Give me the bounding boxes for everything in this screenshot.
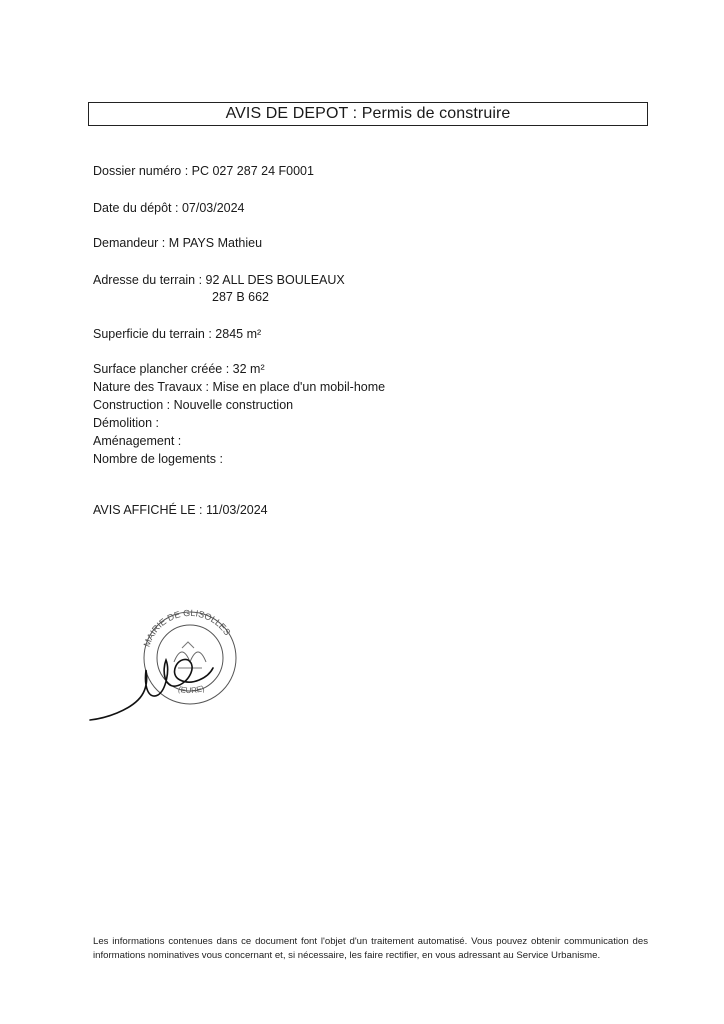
- stamp-top-text: MAIRIE DE GLISOLLES: [141, 607, 233, 649]
- floor-area: Surface plancher créée : 32 m²: [93, 362, 265, 376]
- demolition: Démolition :: [93, 416, 159, 430]
- mayor-stamp-and-signature: [88, 600, 248, 730]
- deposit-date: Date du dépôt : 07/03/2024: [93, 201, 245, 215]
- development: Aménagement :: [93, 434, 182, 448]
- applicant: Demandeur : M PAYS Mathieu: [93, 236, 263, 250]
- dossier-number: Dossier numéro : PC 027 287 24 F0001: [93, 164, 314, 178]
- page-title: AVIS DE DEPOT : Permis de construire: [225, 105, 511, 122]
- privacy-notice: Les informations contenues dans ce document font l'objet d'un traitement automatisé. Vous pouvez obtenir communication des informations nominatives vous concernant et, si nécessaire, les faire rectifier, en vous adressant au Service Urbanisme.: [93, 936, 648, 961]
- land-address-cadastre: 287 B 662: [212, 290, 269, 304]
- stamp-bottom-text: (EURE): [177, 683, 206, 696]
- construction-type: Construction : Nouvelle construction: [93, 398, 294, 412]
- title-box: [88, 102, 648, 126]
- land-area: Superficie du terrain : 2845 m²: [93, 327, 262, 341]
- works-nature: Nature des Travaux : Mise en place d'un mobil-home: [93, 380, 386, 394]
- land-address: Adresse du terrain : 92 ALL DES BOULEAUX: [93, 273, 345, 287]
- housing-count: Nombre de logements :: [93, 452, 223, 466]
- posting-date: AVIS AFFICHÉ LE : 11/03/2024: [93, 503, 268, 517]
- svg-text:(EURE): [177, 684, 206, 696]
